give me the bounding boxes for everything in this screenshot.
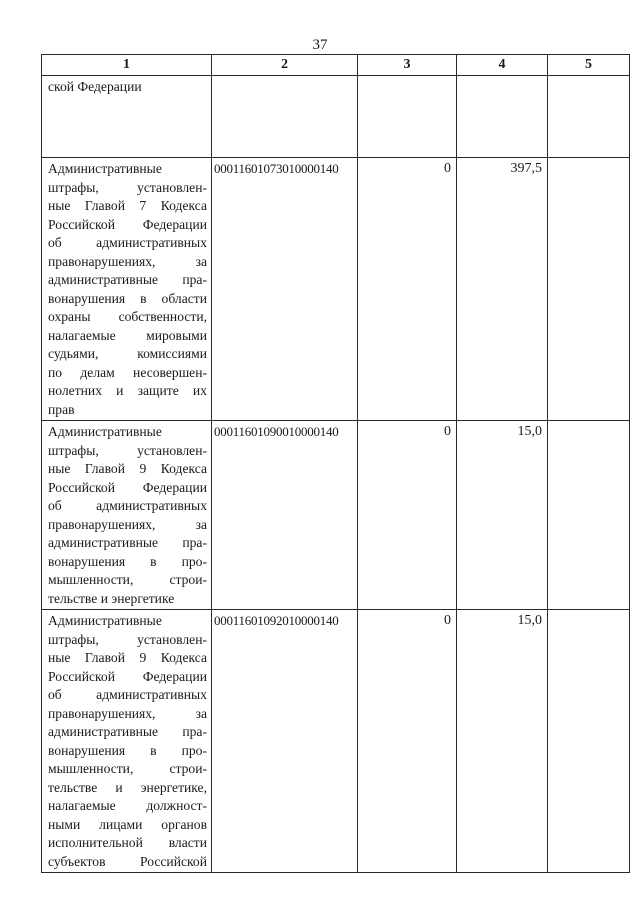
- header-row: [42, 55, 630, 76]
- description-line: Административные: [48, 613, 162, 628]
- description-line: Российской Федерации: [48, 479, 207, 495]
- column-header-2: 2: [212, 55, 358, 76]
- budget-table: [41, 54, 630, 873]
- table-row: [42, 158, 630, 421]
- description-line: налагаемые мировыми: [48, 327, 207, 343]
- code-cell: [212, 610, 358, 873]
- description-line: правонарушениях, за: [48, 253, 207, 269]
- description-text: [42, 76, 211, 98]
- description-line: судьями, комиссиями: [48, 346, 207, 361]
- col5-cell: [548, 610, 630, 873]
- budget-code: 00011601090010000140: [214, 424, 339, 439]
- description-line: Российской Федерации: [48, 216, 207, 232]
- description-line: об административных: [48, 235, 207, 250]
- col5-cell: [548, 158, 630, 421]
- col3-cell: [358, 610, 457, 873]
- description-line: мышленности, строи-: [48, 761, 207, 776]
- budget-code: 00011601073010000140: [214, 161, 339, 176]
- description-text: [42, 158, 211, 420]
- description-line: вонарушения в про-: [48, 742, 207, 758]
- page-number: 37: [312, 37, 328, 53]
- description-line: штрафы, установлен-: [48, 442, 207, 458]
- column-header-3: 3: [358, 55, 457, 76]
- col4-value: 397,5: [510, 161, 542, 176]
- description-line: административные пра-: [48, 724, 207, 739]
- table-row: [42, 421, 630, 610]
- description-line: тельстве и энергетике,: [48, 779, 207, 795]
- description-line: Административные: [48, 161, 162, 176]
- description-line: по делам несовершен-: [48, 364, 207, 380]
- col4-cell: [457, 610, 548, 873]
- col5-cell: [548, 421, 630, 610]
- description-line: Российской Федерации: [48, 668, 207, 684]
- col5-value: [548, 421, 629, 423]
- col3-value: 0: [444, 161, 451, 176]
- col3-cell: [358, 421, 457, 610]
- col5-value: [548, 76, 629, 78]
- table-row: [42, 610, 630, 873]
- column-header-4: 4: [457, 55, 548, 76]
- description-cell: [42, 421, 212, 610]
- description-text: [42, 421, 211, 609]
- col4-value: [457, 76, 547, 78]
- description-line: субъектов Российской: [48, 853, 207, 869]
- description-text: [42, 610, 211, 872]
- description-line: штрафы, установлен-: [48, 631, 207, 647]
- col3-value: 0: [444, 424, 451, 439]
- col3-cell: [358, 158, 457, 421]
- col3-value: 0: [444, 613, 451, 628]
- description-line: охраны собственности,: [48, 309, 207, 324]
- col5-cell: [548, 76, 630, 158]
- description-line: об административных: [48, 687, 207, 702]
- description-line: тельстве и энергетике: [48, 590, 175, 606]
- description-line: об административных: [48, 498, 207, 513]
- budget-code: [212, 76, 357, 78]
- col4-cell: [457, 158, 548, 421]
- table-row: [42, 76, 630, 158]
- description-cell: [42, 158, 212, 421]
- description-line: нолетних и защите их: [48, 383, 207, 398]
- col3-value: [358, 76, 456, 78]
- description-line: ской Федерации: [48, 79, 142, 94]
- col4-cell: [457, 76, 548, 158]
- description-line: штрафы, установлен-: [48, 179, 207, 195]
- column-header-1: 1: [42, 55, 212, 76]
- col5-value: [548, 610, 629, 612]
- col4-cell: [457, 421, 548, 610]
- description-line: исполнительной власти: [48, 835, 207, 850]
- description-line: ные Главой 9 Кодекса: [48, 650, 207, 665]
- col4-value: 15,0: [517, 424, 542, 439]
- budget-code: 00011601092010000140: [214, 613, 339, 628]
- description-line: правонарушениях, за: [48, 516, 207, 532]
- description-line: ные Главой 7 Кодекса: [48, 198, 207, 213]
- col5-value: [548, 158, 629, 160]
- description-line: ные Главой 9 Кодекса: [48, 461, 207, 476]
- description-line: прав: [48, 401, 75, 417]
- description-line: ными лицами органов: [48, 816, 207, 832]
- description-line: мышленности, строи-: [48, 572, 207, 587]
- code-cell: [212, 76, 358, 158]
- description-cell: [42, 610, 212, 873]
- code-cell: [212, 158, 358, 421]
- description-line: административные пра-: [48, 535, 207, 550]
- description-line: вонарушения в области: [48, 290, 207, 306]
- code-cell: [212, 421, 358, 610]
- column-header-5: 5: [548, 55, 630, 76]
- description-cell: [42, 76, 212, 158]
- description-line: административные пра-: [48, 272, 207, 287]
- description-line: вонарушения в про-: [48, 553, 207, 569]
- description-line: налагаемые должност-: [48, 798, 207, 813]
- col3-cell: [358, 76, 457, 158]
- description-line: правонарушениях, за: [48, 705, 207, 721]
- col4-value: 15,0: [517, 613, 542, 628]
- description-line: Административные: [48, 424, 162, 439]
